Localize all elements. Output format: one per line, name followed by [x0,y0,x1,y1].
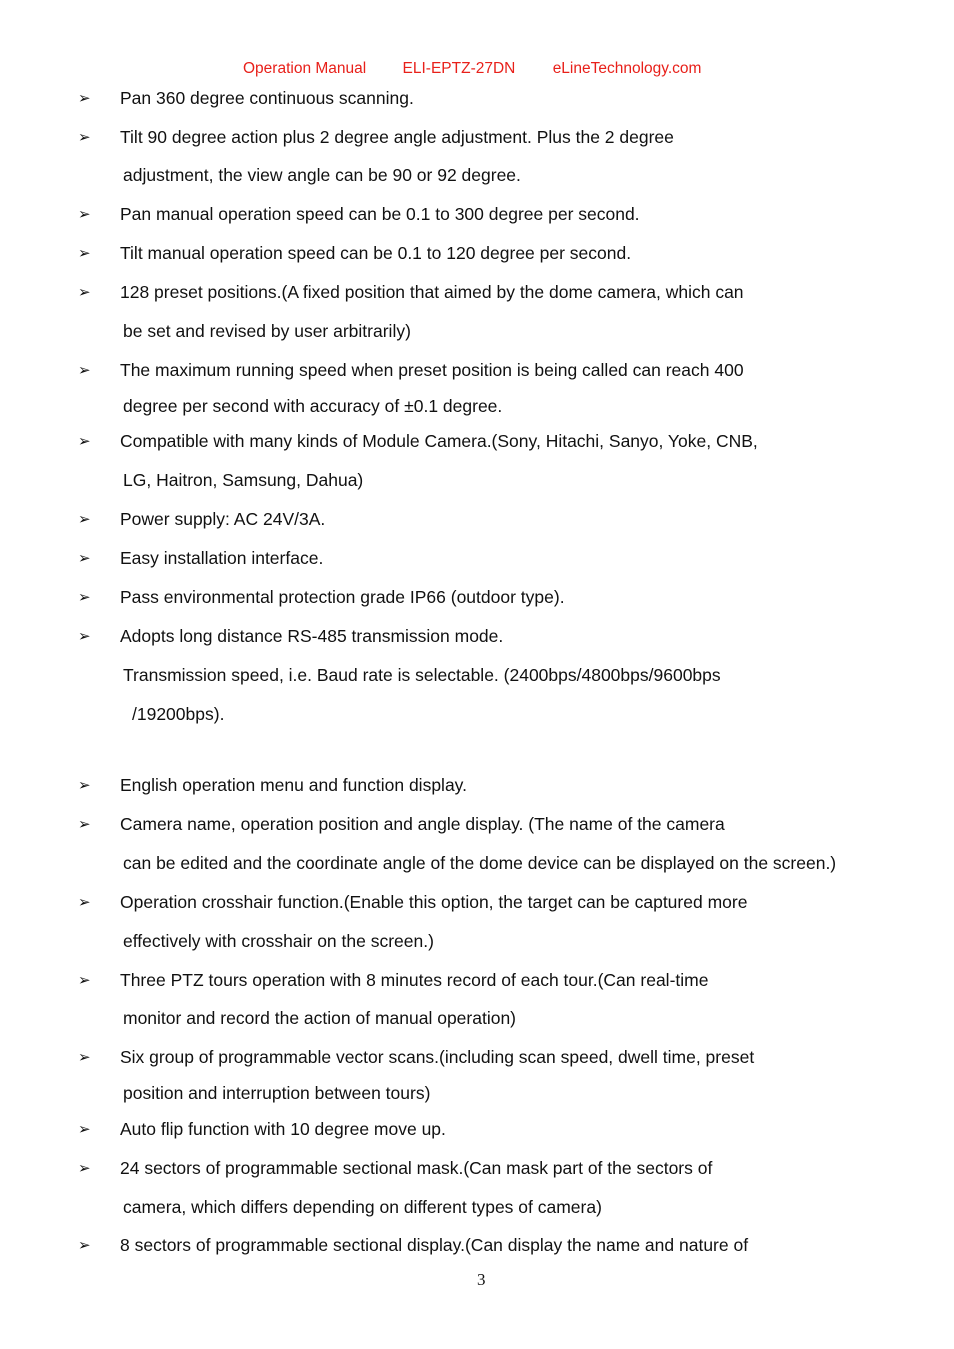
feature-item-line: Compatible with many kinds of Module Camera.(Sony, Hitachi, Sanyo, Yoke, CNB, [120,431,758,451]
header-model-number: ELI-EPTZ-27DN [402,60,516,77]
feature-item-line: 24 sectors of programmable sectional mask.(Can mask part of the sectors of [120,1158,713,1178]
feature-item-line: 128 preset positions.(A fixed position that aimed by the dome camera, which can [120,282,744,302]
feature-item-line: Camera name, operation position and angle display. (The name of the camera [120,814,725,834]
feature-item-line: camera, which differs depending on different types of camera) [123,1197,602,1217]
arrowhead-bullet-icon: ➢ [78,1159,91,1177]
arrowhead-bullet-icon: ➢ [78,1048,91,1066]
feature-item-line: Pass environmental protection grade IP66 (outdoor type). [120,587,565,607]
arrowhead-bullet-icon: ➢ [78,776,91,794]
feature-item-line: English operation menu and function display. [120,775,467,795]
arrowhead-bullet-icon: ➢ [78,1236,91,1254]
feature-item-line: Six group of programmable vector scans.(including scan speed, dwell time, preset [120,1047,755,1067]
header-manual-title: Operation Manual [243,60,367,77]
arrowhead-bullet-icon: ➢ [78,244,91,262]
arrowhead-bullet-icon: ➢ [78,588,91,606]
feature-item-line: Pan 360 degree continuous scanning. [120,88,414,108]
arrowhead-bullet-icon: ➢ [78,1120,91,1138]
arrowhead-bullet-icon: ➢ [78,361,91,379]
arrowhead-bullet-icon: ➢ [78,815,91,833]
feature-item-line: degree per second with accuracy of ±0.1 degree. [123,396,503,416]
feature-item-line: be set and revised by user arbitrarily) [123,321,411,341]
arrowhead-bullet-icon: ➢ [78,893,91,911]
feature-item-line: Three PTZ tours operation with 8 minutes record of each tour.(Can real-time [120,970,709,990]
feature-item-line: 8 sectors of programmable sectional display.(Can display the name and nature of [120,1235,749,1255]
arrowhead-bullet-icon: ➢ [78,549,91,567]
feature-item-line: Auto flip function with 10 degree move up. [120,1119,446,1139]
feature-item-line: position and interruption between tours) [123,1083,431,1103]
feature-item-line: Tilt 90 degree action plus 2 degree angle adjustment. Plus the 2 degree [120,127,674,147]
feature-item-line: LG, Haitron, Samsung, Dahua) [123,470,364,490]
running-header [243,60,701,78]
arrowhead-bullet-icon: ➢ [78,89,91,107]
feature-item-line: Easy installation interface. [120,548,324,568]
feature-item-line: can be edited and the coordinate angle of the dome device can be displayed on the screen.) [123,853,837,873]
feature-item-line: Transmission speed, i.e. Baud rate is selectable. (2400bps/4800bps/9600bps [123,665,721,685]
feature-item-line: Operation crosshair function.(Enable this option, the target can be captured more [120,892,748,912]
arrowhead-bullet-icon: ➢ [78,432,91,450]
feature-item-line: The maximum running speed when preset position is being called can reach 400 [120,360,744,380]
feature-item-line: /19200bps). [132,704,225,724]
arrowhead-bullet-icon: ➢ [78,128,91,146]
arrowhead-bullet-icon: ➢ [78,205,91,223]
page-number: 3 [477,1270,486,1289]
arrowhead-bullet-icon: ➢ [78,510,91,528]
feature-item-line: Tilt manual operation speed can be 0.1 to 120 degree per second. [120,243,632,263]
arrowhead-bullet-icon: ➢ [78,283,91,301]
feature-item-line: monitor and record the action of manual operation) [123,1008,517,1028]
feature-item-line: effectively with crosshair on the screen.) [123,931,434,951]
feature-item-line: adjustment, the view angle can be 90 or 92 degree. [123,165,521,185]
header-website: eLineTechnology.com [552,60,702,77]
feature-item-line: Pan manual operation speed can be 0.1 to 300 degree per second. [120,204,640,224]
feature-item-line: Power supply: AC 24V/3A. [120,509,326,529]
arrowhead-bullet-icon: ➢ [78,971,91,989]
arrowhead-bullet-icon: ➢ [78,627,91,645]
feature-item-line: Adopts long distance RS-485 transmission mode. [120,626,504,646]
